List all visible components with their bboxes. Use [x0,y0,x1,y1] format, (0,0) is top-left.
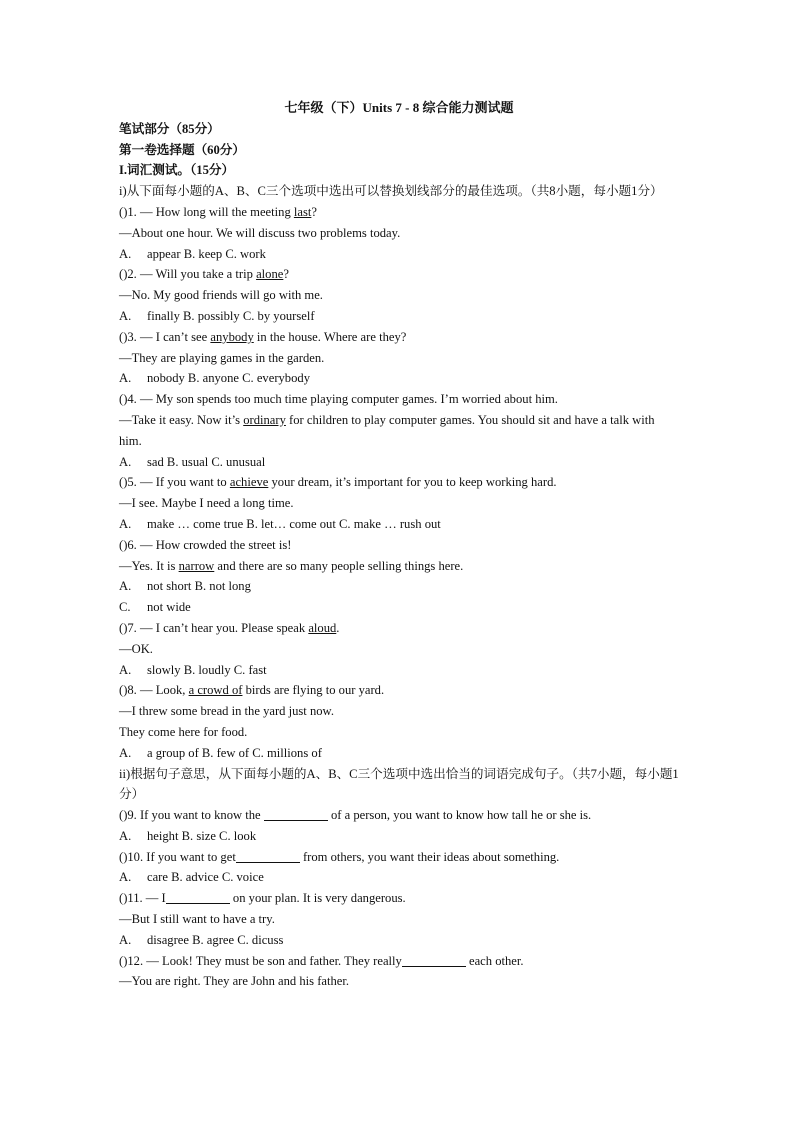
reply: —Yes. It is narrow and there are so many people selling things here. [119,558,464,573]
section-heading: 笔试部分（85分） [119,121,220,136]
reply: —Take it easy. Now it’s ordinary for children to play computer games. You should sit and have a talk with him. [119,412,655,448]
question: ()4. — My son spends too much time playing computer games. I’m worried about him. [119,392,558,407]
question: ()12. — Look! They must be son and father. They really each other. [119,953,524,968]
reply: They come here for food. [119,724,248,739]
question: ()8. — Look, a crowd of birds are flying to our yard. [119,683,385,698]
options: A. not short B. not long [119,579,251,594]
options: A. disagree B. agree C. dicuss [119,932,284,947]
question: ()1. — How long will the meeting last? [119,204,317,219]
options: A. appear B. keep C. work [119,246,266,261]
options: A. nobody B. anyone C. everybody [119,371,310,386]
instructions: i)从下面每小题的A、B、C三个选项中选出可以替换划线部分的最佳选项。（共8小题，每小题1分） [119,184,663,199]
question: ()9. If you want to know the of a person, you want to know how tall he or she is. [119,808,592,823]
question: ()7. — I can’t hear you. Please speak aloud. [119,620,340,635]
answer-blank [264,807,328,821]
document-page [119,98,679,992]
reply: —No. My good friends will go with me. [119,288,323,303]
instructions: ii)根据句子意思，从下面每小题的A、B、C三个选项中选出恰当的词语完成句子。（共7小题，每小题1分） [119,766,679,802]
reply: —About one hour. We will discuss two problems today. [119,225,401,240]
reply: —They are playing games in the garden. [119,350,325,365]
options: A. make … come true B. let… come out C. make … rush out [119,516,441,531]
reply: —You are right. They are John and his father. [119,974,350,989]
question: ()11. — I on your plan. It is very dangerous. [119,891,406,906]
options: A. height B. size C. look [119,828,257,843]
options: A. finally B. possibly C. by yourself [119,308,315,323]
part-heading: I.词汇测试。（15分） [119,163,235,178]
answer-blank [402,953,466,967]
question: ()10. If you want to get from others, you want their ideas about something. [119,849,560,864]
options: C. not wide [119,600,191,615]
reply: —OK. [119,641,153,656]
options: A. a group of B. few of C. millions of [119,745,322,760]
section-heading: 第一卷选择题（60分） [119,142,245,157]
reply: —But I still want to have a try. [119,912,275,927]
answer-blank [166,890,230,904]
options: A. slowly B. loudly C. fast [119,662,267,677]
page-title: 七年级（下）Units 7 - 8 综合能力测试题 [284,100,514,115]
question: ()3. — I can’t see anybody in the house. Where are they? [119,329,407,344]
answer-blank [236,849,300,863]
options: A. care B. advice C. voice [119,870,264,885]
question: ()6. — How crowded the street is! [119,537,292,552]
question: ()5. — If you want to achieve your dream, it’s important for you to keep working hard. [119,475,557,490]
reply: —I see. Maybe I need a long time. [119,496,294,511]
options: A. sad B. usual C. unusual [119,454,266,469]
reply: —I threw some bread in the yard just now. [119,704,334,719]
question: ()2. — Will you take a trip alone? [119,267,289,282]
